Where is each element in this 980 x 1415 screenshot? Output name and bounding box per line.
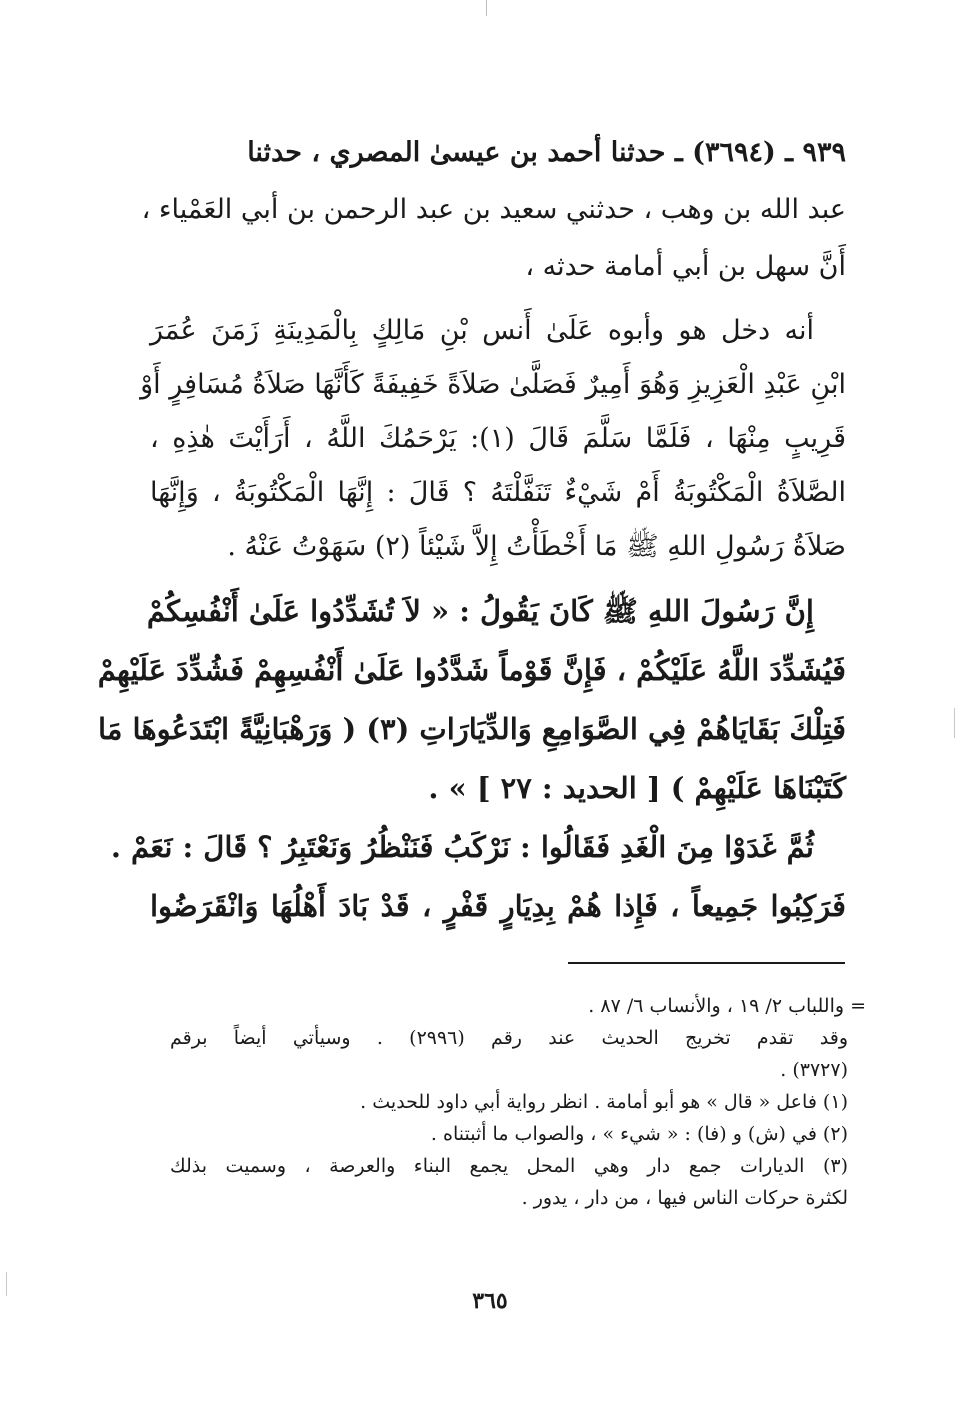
hadith-text-paragraph xyxy=(110,818,846,936)
scan-mark xyxy=(954,708,955,738)
narration-line: قَرِيبٍ مِنْهَا ، فَلَمَّا سَلَّمَ قَالَ (١): يَرْحَمُكَ اللَّهُ ، أَرَأَيْتَ هٰذِهِ ، xyxy=(150,423,846,454)
footnotes xyxy=(150,990,866,1214)
hadith-text-line: فَرَكِبُوا جَمِيعاً ، فَإِذا هُمْ بِدِيَارٍ قَفْرٍ ، قَدْ بَادَ أَهْلُهَا وَانْقَرَضُوا xyxy=(150,889,846,923)
hadith-text-paragraph xyxy=(97,582,846,818)
hadith-header-line: ٩٣٩ ـ (٣٦٩٤) ـ حدثنا أحمد بن عيسىٰ المصري ، حدثنا xyxy=(247,137,846,168)
footnote-separator xyxy=(568,962,845,964)
narration-line: أنه دخل هو وأبوه عَلَىٰ أَنس بْنِ مَالِكٍ بِالْمَدِينَةِ زَمَنَ عُمَرَ xyxy=(150,315,814,346)
hadith-text-line: فَتِلْكَ بَقَايَاهُمْ فِي الصَّوَامِعِ وَالدِّيَارَاتِ (٣) ( وَرَهْبَانِيَّةً ابْتَدَعُوهَا مَا xyxy=(98,712,846,746)
page-number: ٣٦٥ xyxy=(472,1288,508,1314)
hadith-text-line: كَتَبْنَاهَا عَلَيْهِمْ ) [ الحديد : ٢٧ ] » . xyxy=(428,771,846,805)
footnote-takhrij-line: (٣٧٢٧) . xyxy=(780,1059,848,1081)
footnote-continuation: = واللباب ٢/ ١٩ ، والأنساب ٦/ ٨٧ . xyxy=(588,995,866,1017)
hadith-header xyxy=(141,124,846,295)
narration-line: ابْنِ عَبْدِ الْعَزِيزِ وَهُوَ أَمِيرٌ فَصَلَّىٰ صَلاَةً خَفِيفَةً كَأَنَّهَا صَلاَةُ مُسَافِرٍ أَوْ xyxy=(140,369,846,400)
hadith-text-line: فَيُشَدِّدَ اللَّهُ عَلَيْكُمْ ، فَإِنَّ قَوْماً شَدَّدُوا عَلَىٰ أَنْفُسِهِمْ فَشُدِّدَ عَلَيْهِمْ xyxy=(97,653,846,687)
scan-mark xyxy=(486,0,487,16)
footnote-3-line: لكثرة حركات الناس فيها ، من دار ، يدور . xyxy=(521,1187,848,1209)
narration-paragraph xyxy=(140,304,846,574)
footnote-2: (٢) في (ش) و (فا) : « شيء » ، والصواب ما أثبتناه . xyxy=(430,1123,848,1145)
hadith-header-line: أَنَّ سهل بن أبي أمامة حدثه ، xyxy=(525,251,846,282)
footnote-1: (١) فاعل « قال » هو أبو أمامة . انظر رواية أبي داود للحديث . xyxy=(360,1091,848,1113)
footnote-3-line: (٣) الديارات جمع دار وهي المحل يجمع البناء والعرصة ، وسميت بذلك xyxy=(170,1155,848,1177)
narration-line: الصَّلاَةُ الْمَكْتُوبَةُ أَمْ شَيْءٌ تَنَفَّلْتَهُ ؟ قَالَ : إِنَّهَا الْمَكْتُوبَةُ ، وَإِنَّهَا xyxy=(150,477,846,508)
hadith-text-line: ثُمَّ غَدَوْا مِنَ الْغَدِ فَقَالُوا : نَرْكَبُ فَنَنْظُرُ وَنَعْتَبِرُ ؟ قَالَ : نَعَمْ . xyxy=(110,830,814,864)
footnote-takhrij-line: وقد تقدم تخريج الحديث عند رقم (٢٩٩٦) . وسيأتي أيضاً برقم xyxy=(170,1027,848,1049)
scan-mark xyxy=(6,1272,7,1296)
hadith-header-line: عبد الله بن وهب ، حدثني سعيد بن عبد الرحمن بن أبي العَمْياء ، xyxy=(141,194,846,225)
hadith-text-line: إِنَّ رَسُولَ اللهِ ﷺ كَانَ يَقُولُ : « لاَ تُشَدِّدُوا عَلَىٰ أَنْفُسِكُمْ xyxy=(146,594,814,628)
narration-line: صَلاَةُ رَسُولِ اللهِ ﷺ مَا أَخْطَأْتُ إِلاَّ شَيْئاً (٢) سَهَوْتُ عَنْهُ . xyxy=(227,531,846,562)
